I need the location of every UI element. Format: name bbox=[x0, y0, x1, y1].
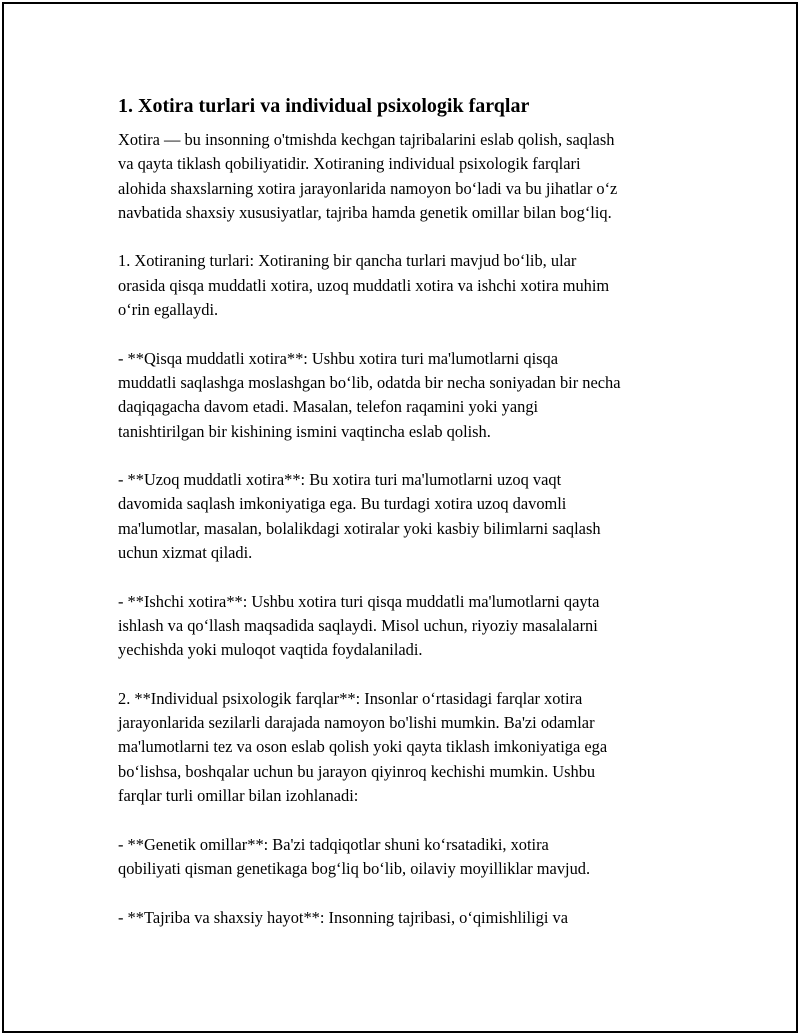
paragraph-gap bbox=[118, 322, 693, 346]
list-item-experience-personal-life: - **Tajriba va shaxsiy hayot**: Insonning tajribasi, o‘qimishliligi va bbox=[118, 907, 568, 927]
list-item-short-term-memory: - **Qisqa muddatli xotira**: Ushbu xotira turi ma'lumotlarni qisqa muddatli saqlashga moslashgan bo‘lib, odatda bir necha soniyadan bir necha daqiqagacha davom etadi. Masalan, telefon raqamini yoki yangi tanishtirilgan bir kishining ismini vaqtincha eslab qolish. bbox=[118, 348, 621, 441]
section-memory-types: 1. Xotiraning turlari: Xotiraning bir qancha turlari mavjud bo‘lib, ular orasida qisqa muddatli xotira, uzoq muddatli xotira va ishchi xotira muhim o‘rin egallaydi. bbox=[118, 251, 610, 320]
document-body bbox=[118, 92, 693, 930]
paragraph-gap bbox=[118, 565, 693, 589]
paragraph-gap bbox=[118, 881, 693, 905]
section-individual-differences: 2. **Individual psixologik farqlar**: Insonlar o‘rtasidagi farqlar xotira jarayonlarida sezilarli darajada namoyon bo'lishi mumkin. Ba'zi odamlar ma'lumotlarni tez va oson eslab qolish yoki qayta tiklash imkoniyatiga ega bo‘lishsa, boshqalar uchun bu jarayon qiyinroq kechishi mumkin. Ushbu farqlar turli omillar bilan izohlanadi: bbox=[118, 688, 608, 806]
list-item-genetic-factors: - **Genetik omillar**: Ba'zi tadqiqotlar shuni ko‘rsatadiki, xotira qobiliyati qisman genetikaga bog‘liq bo‘lib, oilaviy moyilliklar mavjud. bbox=[118, 834, 591, 878]
paragraph-gap bbox=[118, 663, 693, 687]
paragraph-gap bbox=[118, 225, 693, 249]
document-title: 1. Xotira turlari va individual psixologik farqlar bbox=[118, 95, 530, 117]
intro-paragraph: Xotira — bu insonning o'tmishda kechgan tajribalarini eslab qolish, saqlash va qayta tiklash qobiliyatidir. Xotiraning individual psixologik farqlari alohida shaxslarning xotira jarayonlarida namoyon bo‘ladi va bu jihatlar o‘z navbatida shaxsiy xususiyatlar, tajriba hamda genetik omillar bilan bog‘liq. bbox=[118, 130, 618, 222]
list-item-working-memory: - **Ishchi xotira**: Ushbu xotira turi qisqa muddatli ma'lumotlarni qayta ishlash va qo‘llash maqsadida saqlaydi. Misol uchun, riyoziy masalalarni yechishda yoki muloqot vaqtida foydalaniladi. bbox=[118, 591, 600, 660]
paragraph-gap bbox=[118, 444, 693, 468]
list-item-long-term-memory: - **Uzoq muddatli xotira**: Bu xotira turi ma'lumotlarni uzoq vaqt davomida saqlash imkoniyatiga ega. Bu turdagi xotira uzoq davomli ma'lumotlar, masalan, bolalikdagi xotiralar yoki kasbiy bilimlarni saqlash uchun xizmat qiladi. bbox=[118, 470, 601, 563]
paragraph-gap bbox=[118, 808, 693, 832]
